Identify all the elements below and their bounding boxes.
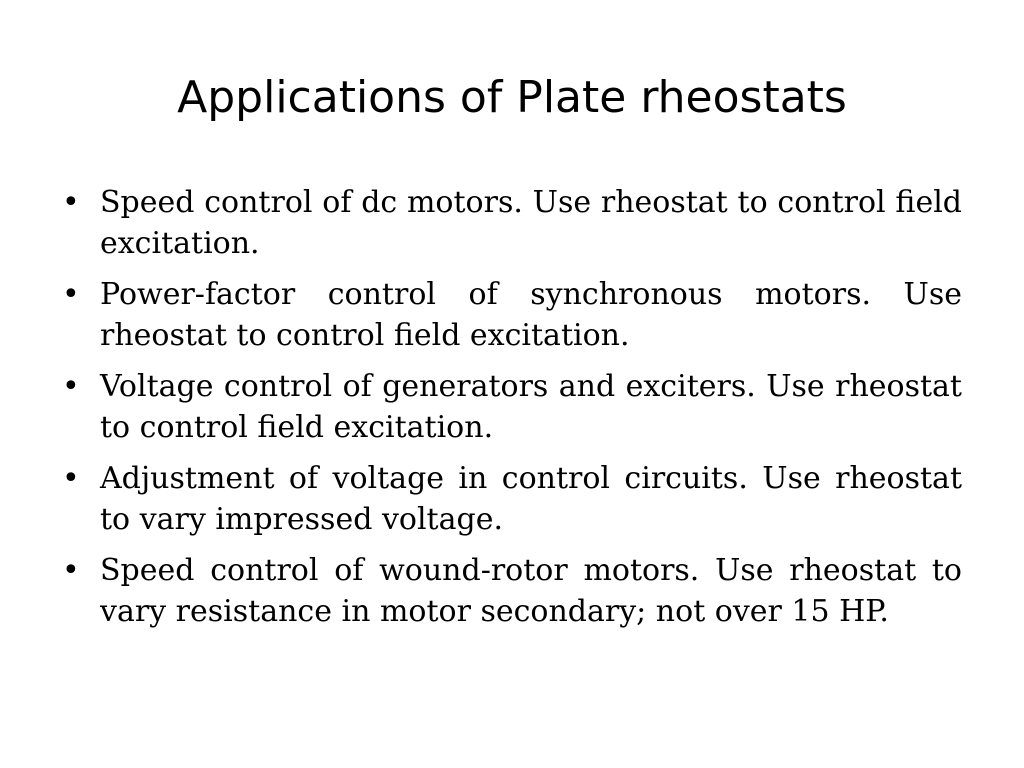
- bullet-icon: •: [62, 277, 80, 312]
- bullet-icon: •: [62, 553, 80, 588]
- bullet-item: [62, 274, 962, 356]
- bullet-text: Speed control of wound-rotor motors. Use rheostat to vary resistance in motor secondary; not over 15 HP.: [100, 553, 962, 629]
- bullet-text: Adjustment of voltage in control circuits. Use rheostat to vary impressed voltage.: [100, 461, 962, 537]
- bullet-item: [62, 366, 962, 448]
- bullet-list: [62, 182, 962, 642]
- bullet-item: [62, 182, 962, 264]
- bullet-icon: •: [62, 369, 80, 404]
- bullet-text: Voltage control of generators and exciters. Use rheostat to control field excitation.: [100, 369, 962, 445]
- bullet-text: Power-factor control of synchronous motors. Use rheostat to control field excitation.: [100, 277, 962, 353]
- bullet-item: [62, 550, 962, 632]
- slide-title: Applications of Plate rheostats: [177, 72, 847, 123]
- bullet-text: Speed control of dc motors. Use rheostat to control field excitation.: [100, 185, 962, 261]
- bullet-icon: •: [62, 185, 80, 220]
- bullet-item: [62, 458, 962, 540]
- bullet-icon: •: [62, 461, 80, 496]
